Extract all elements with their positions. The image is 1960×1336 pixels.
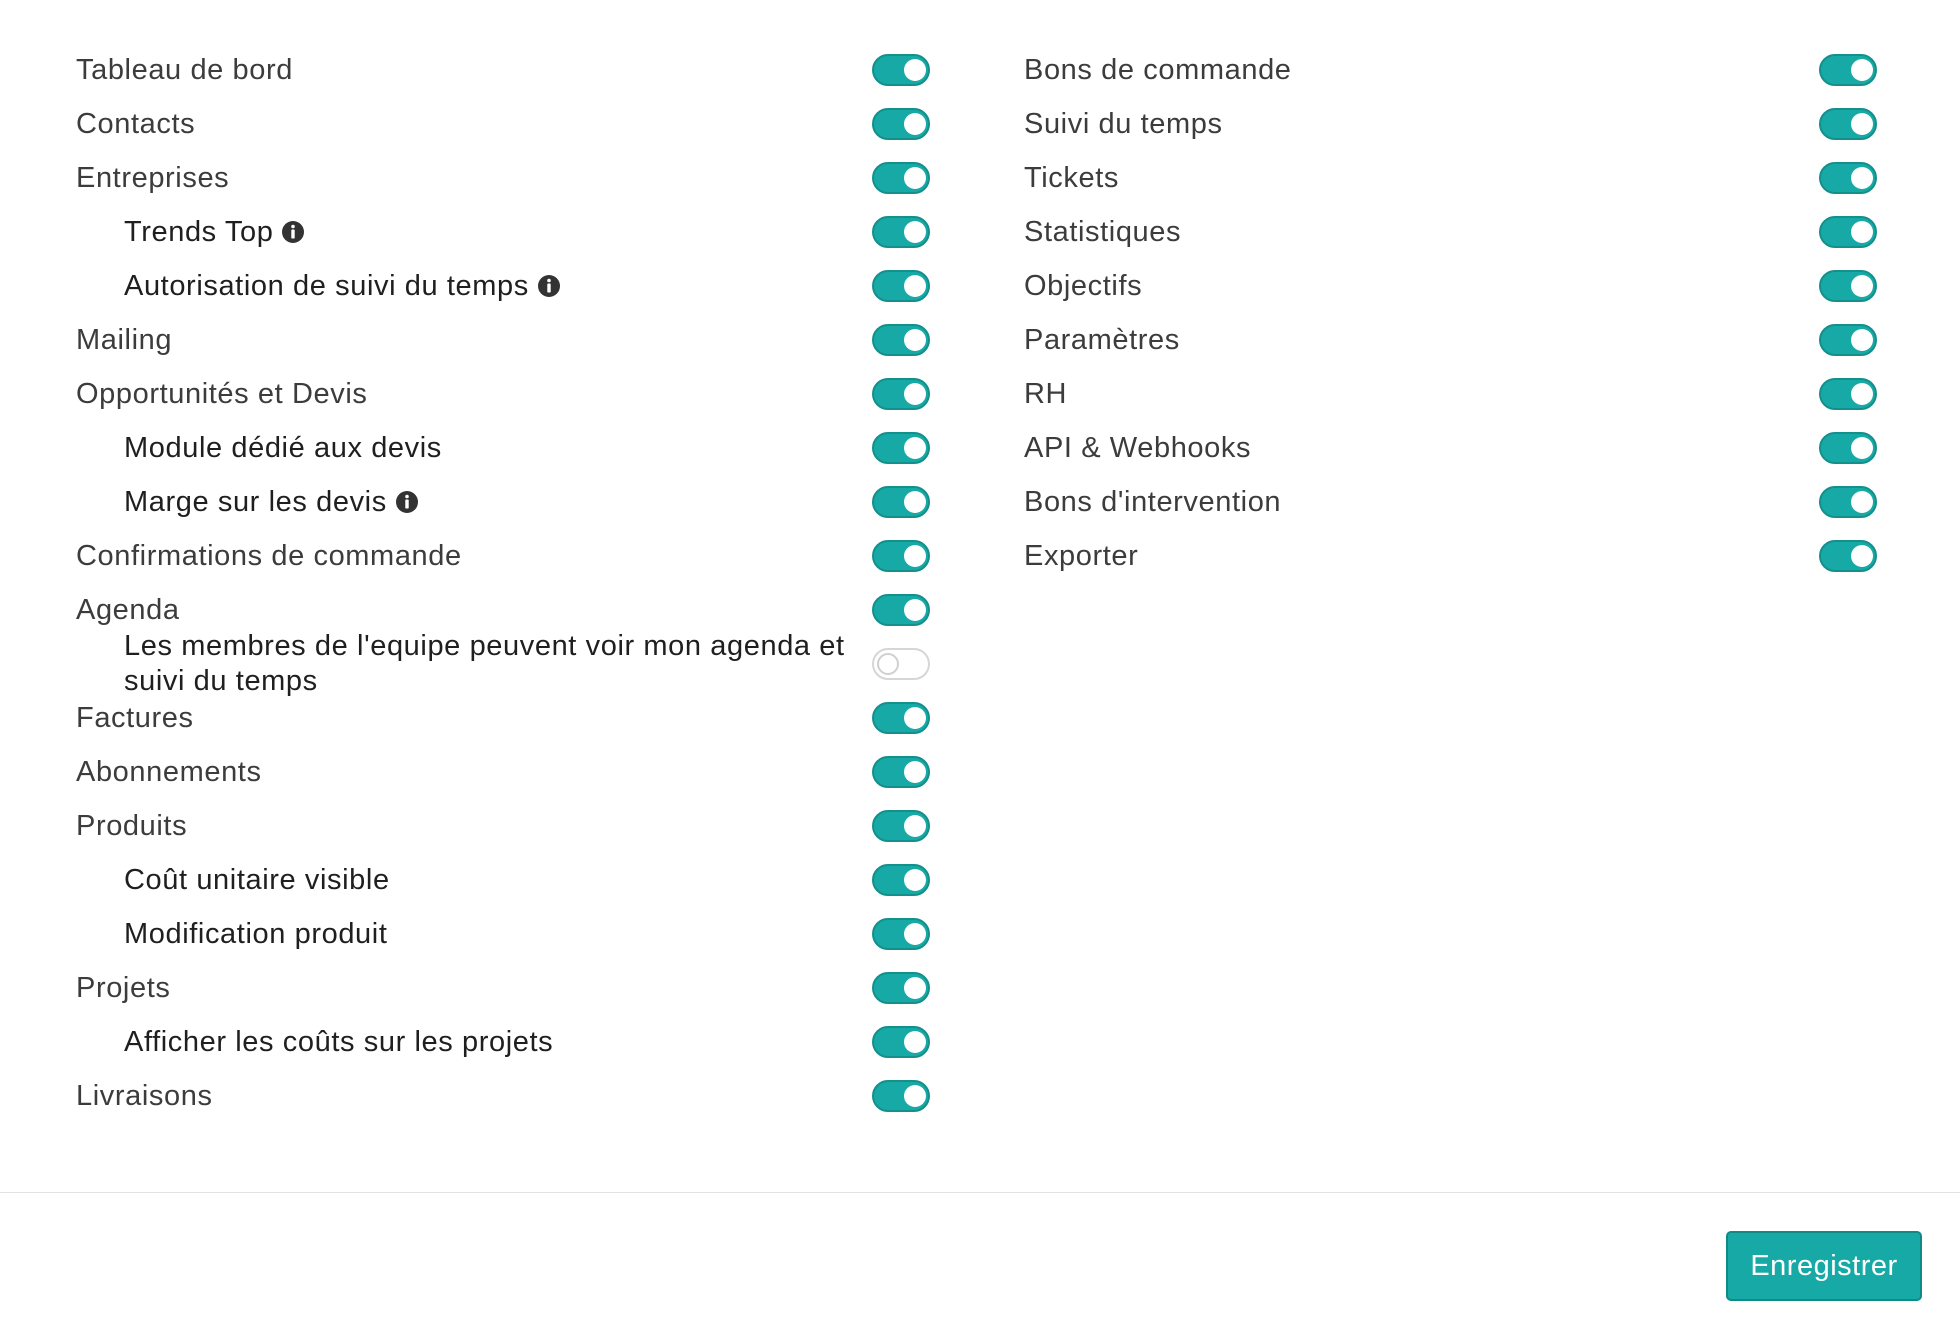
toggle-switch[interactable] bbox=[872, 702, 930, 734]
toggle-knob bbox=[1851, 437, 1873, 459]
toggle-knob bbox=[1851, 383, 1873, 405]
toggle-knob bbox=[904, 383, 926, 405]
permission-label: Trends Top bbox=[124, 215, 274, 248]
permission-label: Agenda bbox=[76, 593, 180, 626]
permission-row-bons-commande bbox=[1024, 43, 1877, 97]
toggle-knob bbox=[904, 1085, 926, 1107]
permission-label: Tableau de bord bbox=[76, 53, 293, 86]
permission-label: Statistiques bbox=[1024, 215, 1182, 248]
permission-label: Autorisation de suivi du temps bbox=[124, 269, 529, 302]
permission-label-wrap bbox=[124, 475, 419, 529]
toggle-knob bbox=[904, 59, 926, 81]
toggle-switch[interactable] bbox=[872, 1026, 930, 1058]
toggle-switch[interactable] bbox=[872, 162, 930, 194]
toggle-switch[interactable] bbox=[872, 486, 930, 518]
toggle-knob bbox=[904, 545, 926, 567]
toggle-switch[interactable] bbox=[872, 756, 930, 788]
toggle-switch[interactable] bbox=[872, 540, 930, 572]
permission-row-confirmations-commande bbox=[76, 529, 930, 583]
toggle-knob bbox=[1851, 113, 1873, 135]
permission-label: RH bbox=[1024, 377, 1068, 410]
toggle-switch[interactable] bbox=[872, 324, 930, 356]
toggle-knob bbox=[1851, 167, 1873, 189]
info-icon[interactable] bbox=[395, 490, 419, 514]
permission-row-module-devis bbox=[76, 421, 930, 475]
permission-label: Projets bbox=[76, 971, 171, 1004]
toggle-knob bbox=[904, 491, 926, 513]
toggle-knob bbox=[904, 977, 926, 999]
permission-row-exporter bbox=[1024, 529, 1877, 583]
permission-row-statistiques bbox=[1024, 205, 1877, 259]
permission-row-mailing bbox=[76, 313, 930, 367]
toggle-knob bbox=[904, 1031, 926, 1053]
toggle-knob bbox=[1851, 545, 1873, 567]
permission-label: Confirmations de commande bbox=[76, 539, 462, 572]
toggle-switch[interactable] bbox=[872, 216, 930, 248]
permission-label: Modification produit bbox=[124, 917, 388, 950]
toggle-knob bbox=[1851, 275, 1873, 297]
permission-label: Abonnements bbox=[76, 755, 262, 788]
permission-row-api-webhooks bbox=[1024, 421, 1877, 475]
permission-label: Objectifs bbox=[1024, 269, 1143, 302]
permission-row-projets bbox=[76, 961, 930, 1015]
permission-row-cout-unitaire bbox=[76, 853, 930, 907]
toggle-switch[interactable] bbox=[872, 864, 930, 896]
toggle-knob bbox=[904, 275, 926, 297]
permission-label-wrap bbox=[124, 259, 561, 313]
toggle-knob bbox=[904, 815, 926, 837]
toggle-switch[interactable] bbox=[872, 270, 930, 302]
toggle-switch[interactable] bbox=[872, 972, 930, 1004]
permission-label: Opportunités et Devis bbox=[76, 377, 368, 410]
toggle-switch[interactable] bbox=[872, 432, 930, 464]
permission-label: Factures bbox=[76, 701, 194, 734]
permission-label: Les membres de l'equipe peuvent voir mon agenda et suivi du temps bbox=[124, 630, 845, 697]
permission-row-objectifs bbox=[1024, 259, 1877, 313]
toggle-switch[interactable] bbox=[1819, 378, 1877, 410]
permission-row-couts-projets bbox=[76, 1015, 930, 1069]
toggle-switch[interactable] bbox=[1819, 486, 1877, 518]
permission-label: Marge sur les devis bbox=[124, 485, 387, 518]
permission-row-tableau-de-bord bbox=[76, 43, 930, 97]
permission-label: Afficher les coûts sur les projets bbox=[124, 1025, 554, 1058]
toggle-switch[interactable] bbox=[872, 1080, 930, 1112]
permission-row-autorisation-suivi-temps bbox=[76, 259, 930, 313]
permission-label-wrap bbox=[124, 205, 305, 259]
permission-label: Paramètres bbox=[1024, 323, 1180, 356]
permission-row-trends-top bbox=[76, 205, 930, 259]
permission-label: Suivi du temps bbox=[1024, 107, 1223, 140]
permission-row-opportunites-devis bbox=[76, 367, 930, 421]
toggle-switch[interactable] bbox=[1819, 108, 1877, 140]
footer-divider bbox=[0, 1192, 1960, 1193]
toggle-switch[interactable] bbox=[872, 54, 930, 86]
permission-row-abonnements bbox=[76, 745, 930, 799]
toggle-switch[interactable] bbox=[1819, 54, 1877, 86]
info-icon[interactable] bbox=[281, 220, 305, 244]
permission-label: API & Webhooks bbox=[1024, 431, 1252, 464]
toggle-switch[interactable] bbox=[872, 594, 930, 626]
toggle-knob bbox=[904, 869, 926, 891]
toggle-switch[interactable] bbox=[1819, 270, 1877, 302]
permission-label: Bons d'intervention bbox=[1024, 485, 1282, 518]
save-button[interactable]: Enregistrer bbox=[1726, 1231, 1922, 1301]
permission-row-factures bbox=[76, 691, 930, 745]
permission-row-modification-produit bbox=[76, 907, 930, 961]
permission-label: Livraisons bbox=[76, 1079, 213, 1112]
toggle-switch[interactable] bbox=[1819, 216, 1877, 248]
toggle-switch[interactable] bbox=[872, 810, 930, 842]
toggle-switch[interactable] bbox=[872, 648, 930, 680]
toggle-knob bbox=[904, 113, 926, 135]
permission-label: Tickets bbox=[1024, 161, 1119, 194]
permission-row-marge-devis bbox=[76, 475, 930, 529]
toggle-knob bbox=[904, 329, 926, 351]
permission-label: Entreprises bbox=[76, 161, 230, 194]
left-permissions-column bbox=[76, 43, 930, 1123]
toggle-knob bbox=[1851, 221, 1873, 243]
permission-row-agenda-partage bbox=[76, 630, 930, 697]
permission-row-produits bbox=[76, 799, 930, 853]
toggle-switch[interactable] bbox=[1819, 540, 1877, 572]
toggle-switch[interactable] bbox=[872, 378, 930, 410]
toggle-knob bbox=[904, 221, 926, 243]
permission-row-parametres bbox=[1024, 313, 1877, 367]
permission-row-tickets bbox=[1024, 151, 1877, 205]
toggle-knob bbox=[904, 707, 926, 729]
right-permissions-column bbox=[1024, 43, 1877, 583]
permission-label: Bons de commande bbox=[1024, 53, 1292, 86]
toggle-knob bbox=[1851, 59, 1873, 81]
permission-row-rh bbox=[1024, 367, 1877, 421]
permission-row-livraisons bbox=[76, 1069, 930, 1123]
permission-row-contacts bbox=[76, 97, 930, 151]
toggle-switch[interactable] bbox=[872, 108, 930, 140]
permission-label: Mailing bbox=[76, 323, 173, 356]
toggle-switch[interactable] bbox=[1819, 162, 1877, 194]
toggle-knob bbox=[904, 167, 926, 189]
permission-label: Module dédié aux devis bbox=[124, 431, 442, 464]
toggle-knob bbox=[877, 653, 899, 675]
toggle-switch[interactable] bbox=[1819, 324, 1877, 356]
toggle-knob bbox=[904, 437, 926, 459]
permission-label: Produits bbox=[76, 809, 188, 842]
toggle-knob bbox=[904, 599, 926, 621]
toggle-knob bbox=[904, 923, 926, 945]
info-icon[interactable] bbox=[537, 274, 561, 298]
permission-label: Exporter bbox=[1024, 539, 1139, 572]
permission-label: Contacts bbox=[76, 107, 196, 140]
toggle-knob bbox=[1851, 491, 1873, 513]
permission-row-suivi-temps bbox=[1024, 97, 1877, 151]
toggle-switch[interactable] bbox=[872, 918, 930, 950]
permission-row-bons-intervention bbox=[1024, 475, 1877, 529]
toggle-switch[interactable] bbox=[1819, 432, 1877, 464]
toggle-knob bbox=[1851, 329, 1873, 351]
permission-row-entreprises bbox=[76, 151, 930, 205]
toggle-knob bbox=[904, 761, 926, 783]
permission-label: Coût unitaire visible bbox=[124, 863, 390, 896]
